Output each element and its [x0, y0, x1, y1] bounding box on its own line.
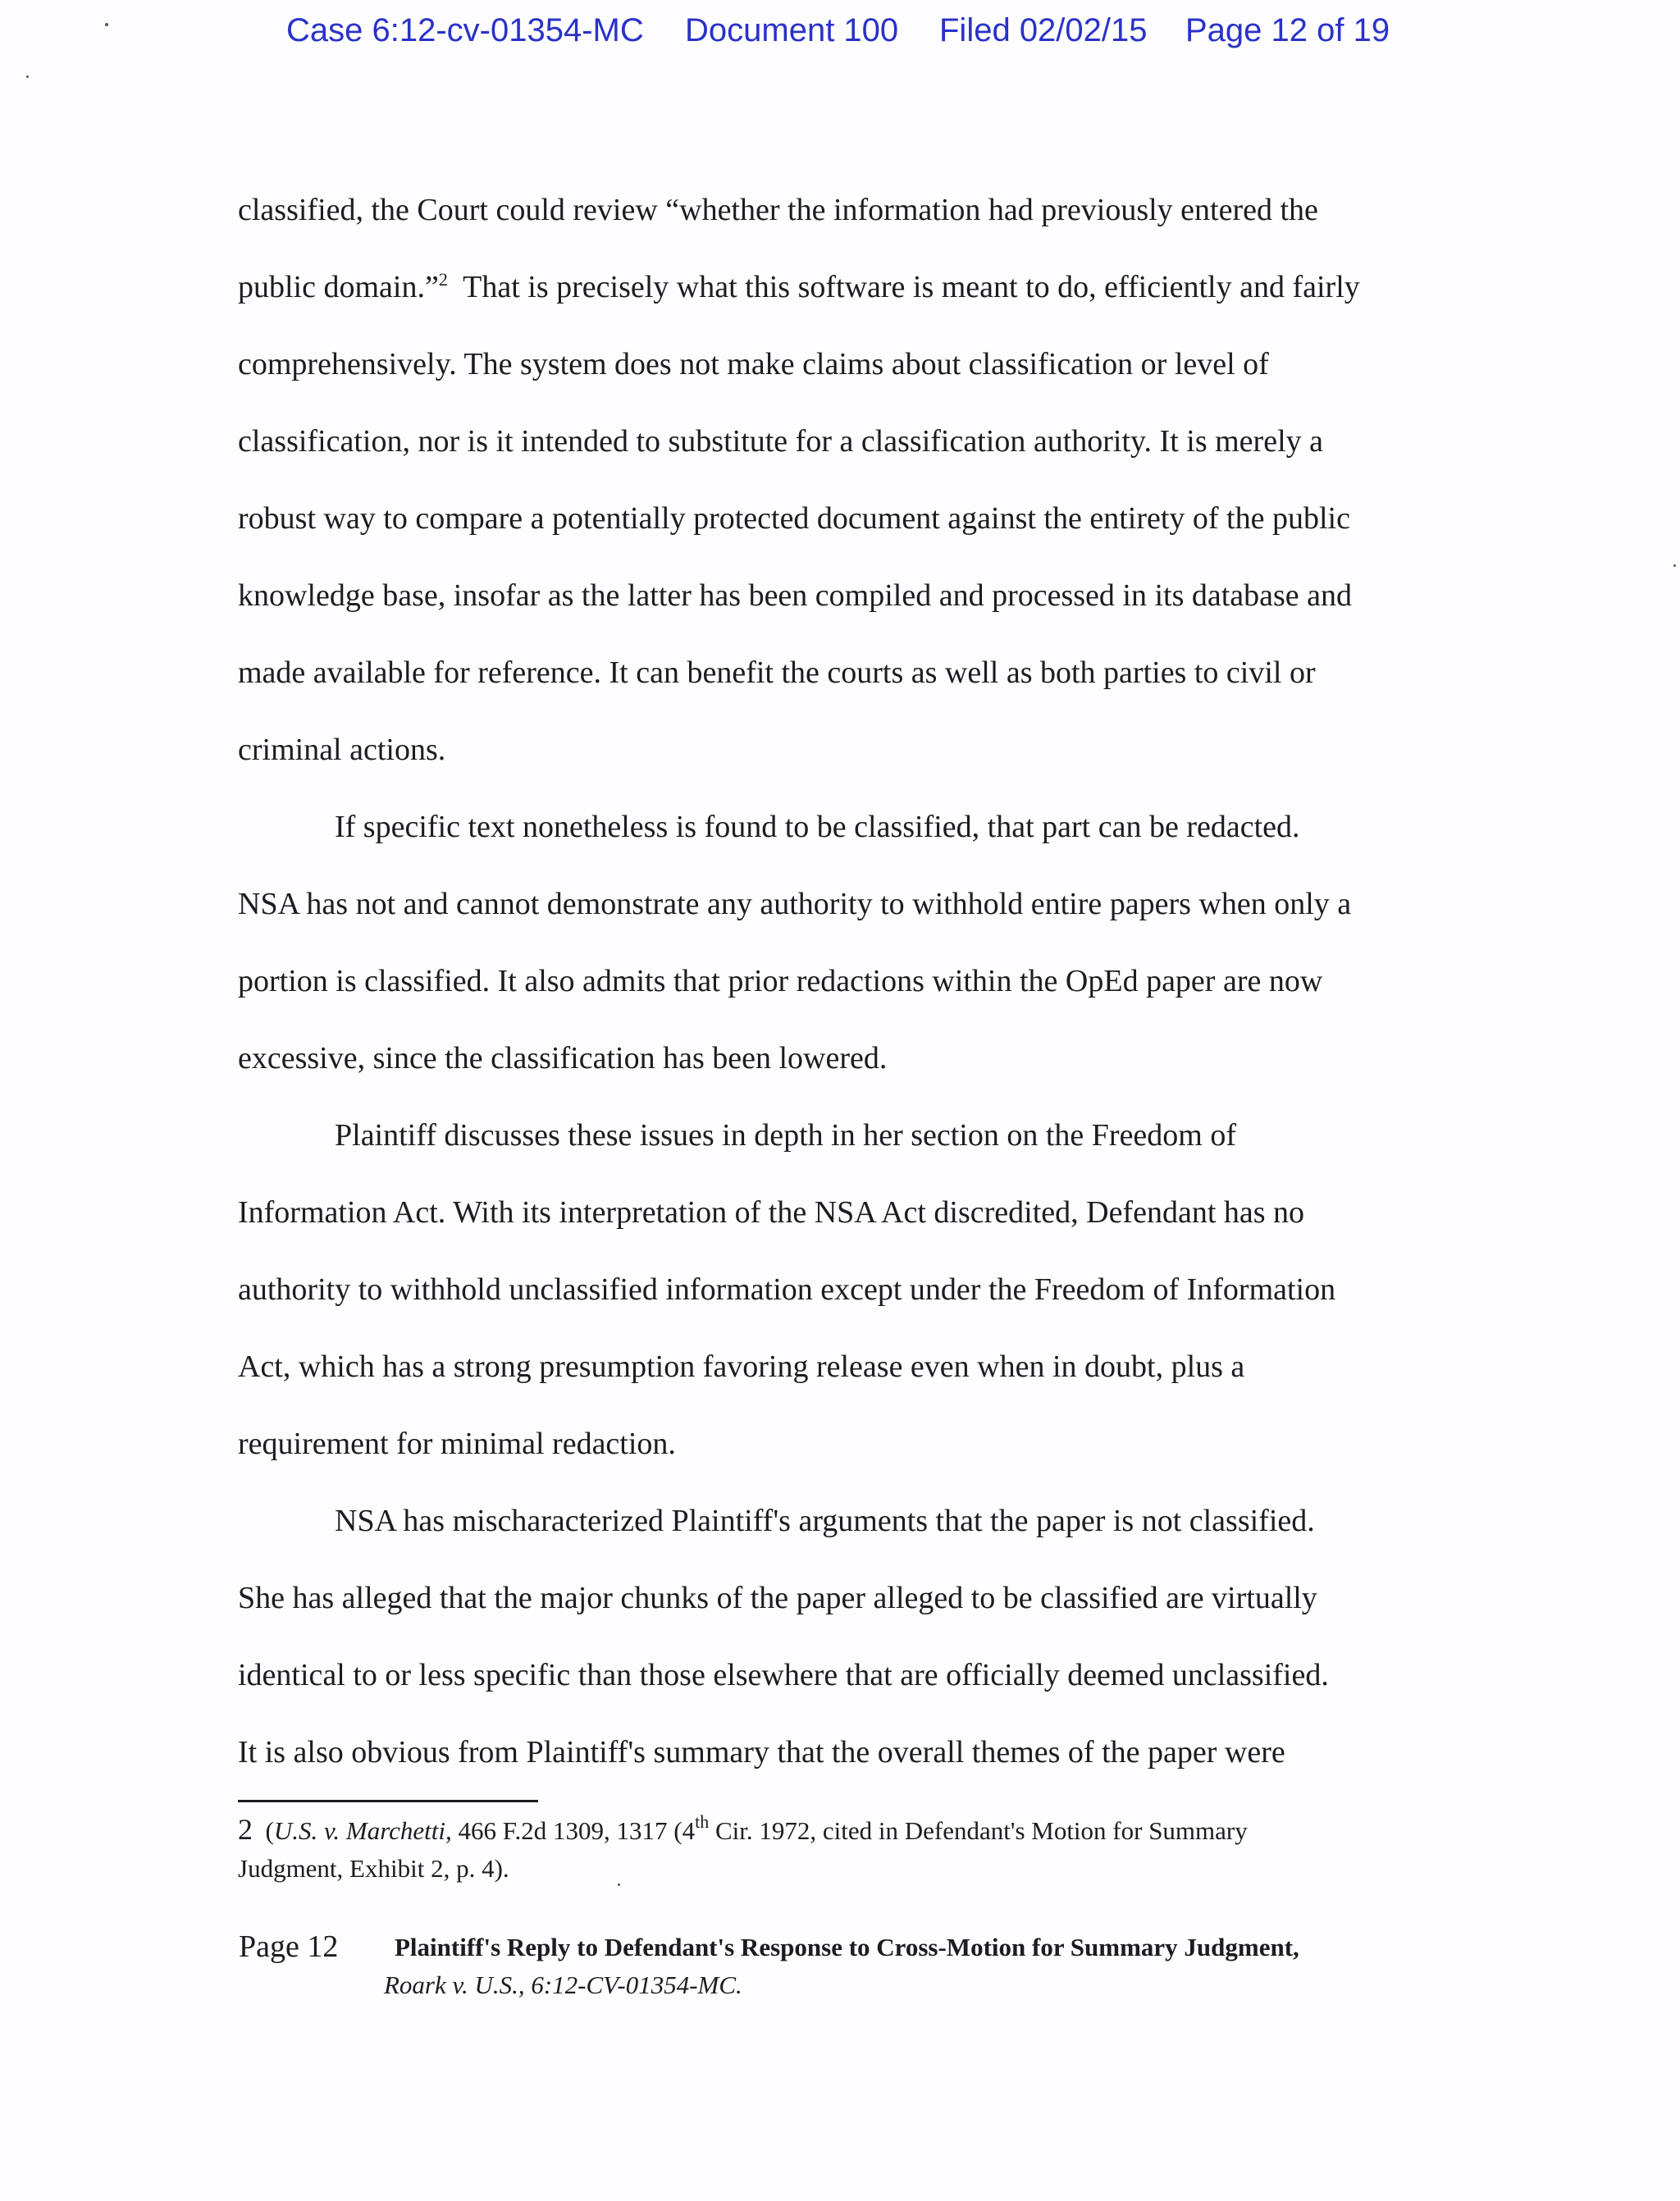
body-line-start: public domain.”: [238, 270, 439, 304]
body-line: criminal actions.: [238, 733, 446, 767]
body-line: [238, 266, 1452, 308]
footnote-number: 2: [238, 1813, 253, 1846]
body-line: authority to withhold unclassified information except under the Freedom of Information: [238, 1272, 1336, 1307]
body-line: Plaintiff discusses these issues in depth in her section on the Freedom of: [335, 1118, 1237, 1153]
footnote: [238, 1811, 1248, 1849]
footnote-line-2: Judgment, Exhibit 2, p. 4).: [238, 1854, 509, 1883]
body-line: It is also obvious from Plaintiff's summary that the overall themes of the paper were: [238, 1735, 1285, 1769]
footnote-citation-rest: Cir. 1972, cited in Defendant's Motion for Summary: [709, 1816, 1248, 1845]
ecf-header: [286, 10, 1402, 53]
body-line: If specific text nonetheless is found to be classified, that part can be redacted.: [335, 810, 1300, 844]
footnote-case-name: U.S. v. Marchetti,: [273, 1816, 452, 1845]
body-line: classification, nor is it intended to substitute for a classification authority. It is merely a: [238, 424, 1323, 459]
footer-document-title: Plaintiff's Reply to Defendant's Response to Cross-Motion for Summary Judgment,: [395, 1933, 1299, 1961]
footer-page-number: Page 12: [239, 1929, 339, 1964]
filed-date: Filed 02/02/15: [939, 12, 1148, 48]
body-line: Act, which has a strong presumption favoring release even when in doubt, plus a: [238, 1349, 1245, 1384]
footnote-open-paren: (: [265, 1816, 274, 1845]
case-number: Case 6:12-cv-01354-MC: [286, 12, 644, 48]
body-line: Information Act. With its interpretation of the NSA Act discredited, Defendant has no: [238, 1195, 1305, 1230]
body-line: classified, the Court could review “whether the information had previously entered the: [238, 193, 1318, 227]
body-line: NSA has mischaracterized Plaintiff's arguments that the paper is not classified.: [335, 1504, 1315, 1538]
footnote-reference: 2: [438, 269, 448, 290]
page-of-total: Page 12 of 19: [1185, 12, 1390, 48]
body-line: identical to or less specific than those elsewhere that are officially deemed unclassified.: [238, 1658, 1329, 1692]
body-line-rest: That is precisely what this software is meant to do, efficiently and fairly: [463, 270, 1360, 304]
body-line: excessive, since the classification has been lowered.: [238, 1041, 888, 1075]
footer-case-caption: Roark v. U.S., 6:12-CV-01354-MC.: [384, 1970, 742, 1999]
footnote-ordinal: th: [695, 1811, 710, 1832]
footnote-divider: [238, 1800, 538, 1802]
body-line: portion is classified. It also admits that prior redactions within the OpEd paper are now: [238, 964, 1323, 998]
document-number: Document 100: [685, 12, 899, 48]
body-line: She has alleged that the major chunks of the paper alleged to be classified are virtually: [238, 1581, 1317, 1615]
footnote-citation: 466 F.2d 1309, 1317 (4: [451, 1816, 696, 1845]
scan-speck: [1673, 564, 1676, 567]
body-line: knowledge base, insofar as the latter has been compiled and processed in its database and: [238, 578, 1353, 613]
body-line: comprehensively. The system does not make claims about classification or level of: [238, 347, 1269, 381]
scan-speck: [26, 75, 29, 78]
body-line: NSA has not and cannot demonstrate any authority to withhold entire papers when only a: [238, 887, 1352, 921]
scan-speck: [105, 23, 108, 26]
scan-speck: [618, 1884, 620, 1886]
body-line: made available for reference. It can benefit the courts as well as both parties to civil or: [238, 655, 1316, 690]
body-line: robust way to compare a potentially protected document against the entirety of the public: [238, 501, 1350, 536]
body-line: requirement for minimal redaction.: [238, 1427, 676, 1461]
